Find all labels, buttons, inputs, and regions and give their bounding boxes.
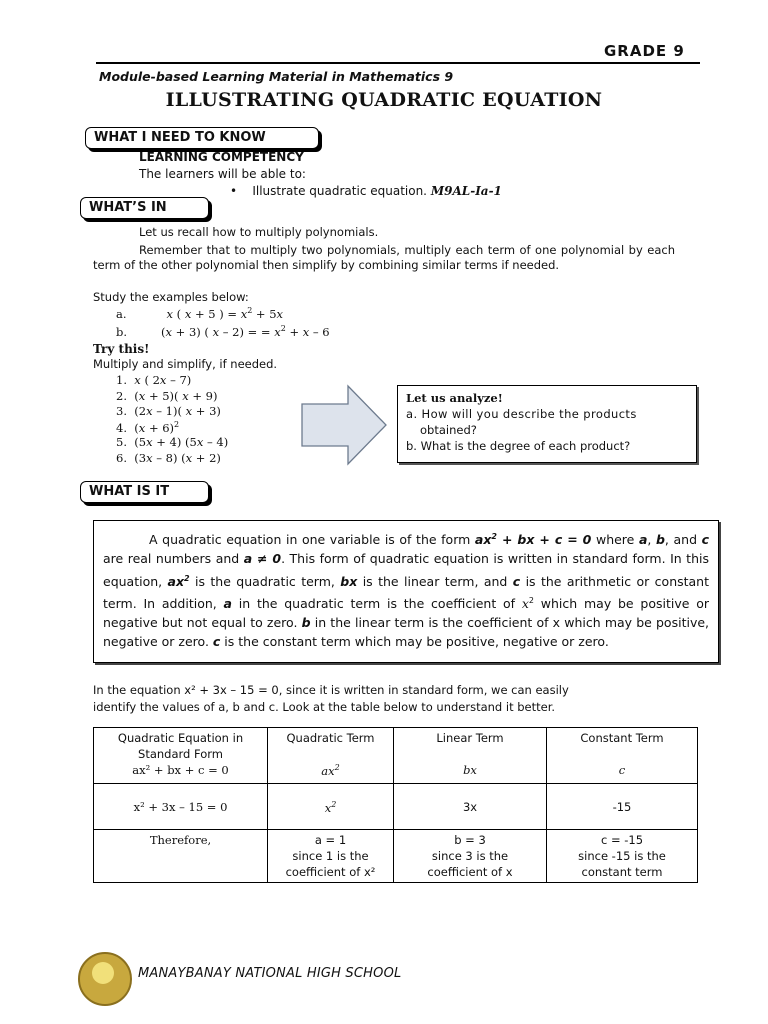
analyze-question-a-cont: obtained? — [420, 423, 477, 437]
analyze-question-b: b. What is the degree of each product? — [406, 439, 631, 453]
section-whats-in: WHAT’S IN — [80, 197, 209, 219]
table-header-row — [94, 728, 698, 784]
recall-text: Let us recall how to multiply polynomials. — [139, 225, 379, 239]
try-this-heading: Try this! — [93, 342, 150, 356]
competency-bullet: • Illustrate quadratic equation. M9AL-Ia-1 — [230, 184, 502, 198]
table-cell: x² + 3x – 15 = 0 — [94, 784, 268, 830]
definition-box: A quadratic equation in one variable is of the form $ax^2$ + bx + c = 0 where a, b, and c are real numbers and a ≠ 0. This form of quadratic equation is written in standard form. In this equation, $ax^2$ is the quadratic term, bx is the linear term, and c is the arithmetic or constant term. In addition, a in the quadratic term is the coefficient of $x^2$ which may be positive or negative but not equal to zero. b in the linear term is the coefficient of x which may be positive, negative or zero. c is the constant term which may be positive, negative or zero. — [93, 520, 719, 663]
page-title: ILLUSTRATING QUADRATIC EQUATION — [165, 89, 603, 111]
example-b: b. (x + 3) ( x – 2) = = $x^2 + x - 6$ — [116, 324, 330, 339]
practice-item: 1. x ( 2x – 7) — [116, 373, 192, 387]
learning-competency-heading: LEARNING COMPETENCY — [139, 150, 304, 164]
competency-intro: The learners will be able to: — [139, 167, 306, 181]
school-logo-center — [92, 962, 114, 984]
practice-item: 2. (x + 5)( x + 9) — [116, 388, 218, 403]
practice-item: 6. (3x – 8) (x + 2) — [116, 450, 221, 465]
table-cell: a = 1 since 1 is the coefficient of x² — [268, 830, 394, 883]
section-what-i-need-to-know: WHAT I NEED TO KNOW — [85, 127, 319, 149]
header-divider — [96, 62, 700, 64]
practice-item: 4. $(x + 6)^2$ — [116, 419, 180, 435]
table-header-cell: Quadratic Equation in Standard Form ax² + bx + c = 0 — [94, 728, 268, 784]
explanation-line-2: identify the values of a, b and c. Look at the table below to understand it better. — [93, 700, 556, 714]
table-cell: $x^2$ — [268, 784, 394, 830]
practice-item: 5. (5x + 4) (5x – 4) — [116, 435, 229, 449]
table-cell: -15 — [547, 784, 698, 830]
study-text: Study the examples below: — [93, 290, 249, 304]
table-cell: Therefore, — [94, 830, 268, 883]
table-cell: b = 3 since 3 is the coefficient of x — [394, 830, 547, 883]
table-cell: c = -15 since -15 is the constant term — [547, 830, 698, 883]
example-a: a. x ( x + 5 ) = $x^2 + 5x$ — [116, 306, 284, 321]
table-header-cell: Constant Term c — [547, 728, 698, 784]
table-cell: 3x — [394, 784, 547, 830]
analyze-title: Let us analyze! — [406, 391, 503, 405]
quadratic-table — [93, 727, 698, 883]
section-what-is-it: WHAT IS IT — [80, 481, 209, 503]
table-row — [94, 830, 698, 883]
table-row — [94, 784, 698, 830]
table-header-cell: Quadratic Term $ax^2$ — [268, 728, 394, 784]
explanation-line-1: In the equation x² + 3x – 15 = 0, since it is written in standard form, we can easily — [93, 683, 569, 697]
school-name: MANAYBANAY NATIONAL HIGH SCHOOL — [138, 966, 402, 981]
try-instruction: Multiply and simplify, if needed. — [93, 357, 278, 371]
analyze-question-a: a. How will you describe the products — [406, 407, 637, 421]
module-subtitle: Module-based Learning Material in Mathematics 9 — [99, 69, 454, 84]
remember-paragraph: Remember that to multiply two polynomials, multiply each term of one polynomial by each term of the other polynomial then simplify by combining similar terms if needed. — [93, 243, 675, 272]
right-arrow-icon — [300, 384, 388, 466]
analyze-box — [397, 385, 697, 463]
practice-list — [116, 373, 228, 466]
table-header-cell: Linear Term bx — [394, 728, 547, 784]
practice-item: 3. (2x – 1)( x + 3) — [116, 404, 221, 418]
grade-label: GRADE 9 — [604, 42, 685, 60]
